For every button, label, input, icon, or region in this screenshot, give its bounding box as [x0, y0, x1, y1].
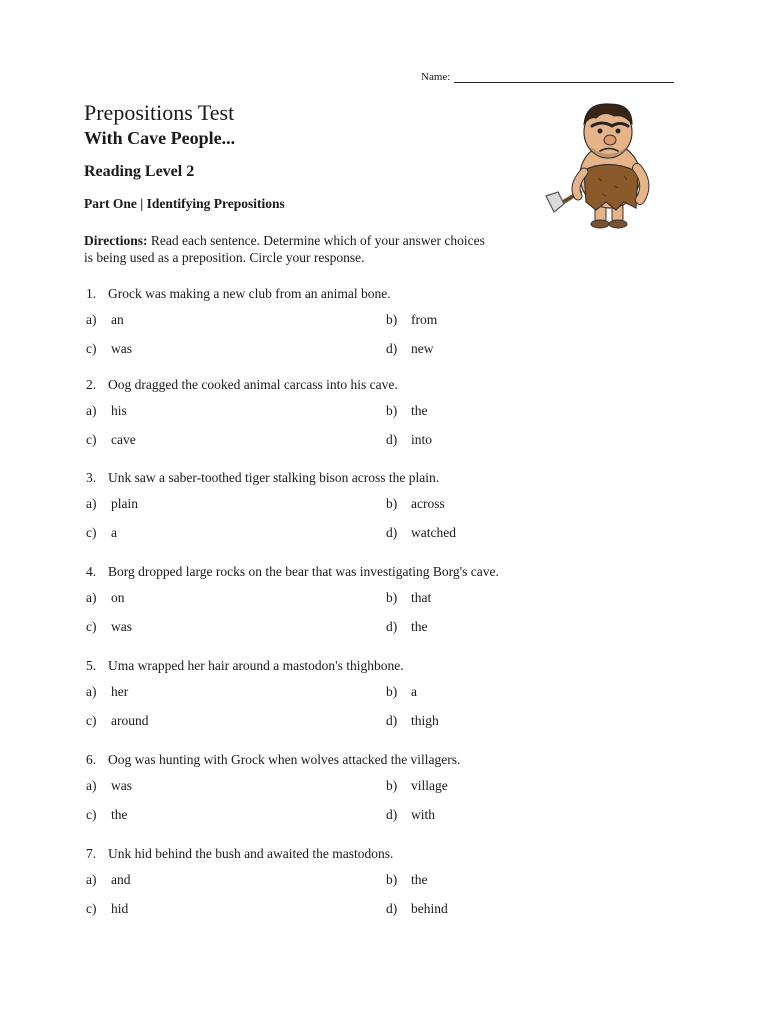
- option-text: the: [411, 619, 428, 634]
- question-text: Oog dragged the cooked animal carcass into his cave.: [108, 377, 398, 392]
- option-text: watched: [411, 525, 456, 540]
- option-text: across: [411, 496, 445, 511]
- option-text: and: [111, 872, 131, 887]
- name-field[interactable]: [421, 70, 674, 83]
- question-number: 4.: [86, 564, 97, 579]
- option-letter: b): [386, 590, 398, 605]
- option-letter: d): [386, 341, 398, 356]
- option-letter: a): [86, 684, 97, 699]
- part-heading: Part One | Identifying Prepositions: [84, 196, 285, 211]
- question-text: Unk hid behind the bush and awaited the mastodons.: [108, 846, 394, 861]
- page-title: Prepositions Test: [84, 100, 235, 125]
- answer-option[interactable]: [386, 713, 439, 729]
- answer-option[interactable]: [386, 496, 445, 512]
- question-6: [86, 752, 460, 768]
- option-text: a: [411, 684, 417, 699]
- option-text: cave: [111, 432, 136, 447]
- option-text: was: [111, 778, 132, 793]
- option-letter: b): [386, 778, 398, 793]
- answer-option[interactable]: [386, 807, 435, 823]
- answer-option[interactable]: [86, 619, 132, 635]
- question-1: [86, 286, 391, 302]
- option-letter: a): [86, 403, 97, 418]
- option-letter: d): [386, 619, 398, 634]
- option-text: her: [111, 684, 129, 699]
- answer-option[interactable]: [86, 713, 149, 729]
- option-text: behind: [411, 901, 448, 916]
- option-letter: c): [86, 341, 97, 356]
- option-text: on: [111, 590, 125, 605]
- option-text: from: [411, 312, 438, 327]
- answer-option[interactable]: [386, 403, 428, 419]
- directions: [84, 232, 494, 266]
- option-text: was: [111, 341, 132, 356]
- option-letter: c): [86, 525, 97, 540]
- question-5: [86, 658, 404, 674]
- option-text: village: [411, 778, 448, 793]
- answer-option[interactable]: [386, 619, 428, 635]
- question-number: 5.: [86, 658, 97, 673]
- option-text: around: [111, 713, 149, 728]
- option-text: an: [111, 312, 124, 327]
- option-letter: a): [86, 312, 97, 327]
- directions-label: Directions:: [84, 233, 148, 248]
- option-letter: c): [86, 619, 97, 634]
- option-letter: a): [86, 872, 97, 887]
- name-blank-line[interactable]: [454, 70, 674, 83]
- answer-option[interactable]: [86, 872, 131, 888]
- option-letter: a): [86, 778, 97, 793]
- question-2: [86, 377, 398, 393]
- question-number: 2.: [86, 377, 97, 392]
- option-letter: c): [86, 713, 97, 728]
- option-text: plain: [111, 496, 138, 511]
- option-text: hid: [111, 901, 129, 916]
- option-text: the: [411, 872, 428, 887]
- option-letter: a): [86, 496, 97, 511]
- answer-option[interactable]: [86, 341, 132, 357]
- option-letter: c): [86, 807, 97, 822]
- option-letter: c): [86, 432, 97, 447]
- option-letter: c): [86, 901, 97, 916]
- answer-option[interactable]: [86, 525, 117, 541]
- question-text: Unk saw a saber-toothed tiger stalking bison across the plain.: [108, 470, 440, 485]
- question-7: [86, 846, 393, 862]
- answer-option[interactable]: [86, 432, 136, 448]
- question-number: 1.: [86, 286, 97, 301]
- option-letter: b): [386, 312, 398, 327]
- option-text: new: [411, 341, 434, 356]
- option-text: with: [411, 807, 436, 822]
- question-4: [86, 564, 499, 580]
- question-text: Oog was hunting with Grock when wolves attacked the villagers.: [108, 752, 461, 767]
- option-text: was: [111, 619, 132, 634]
- question-3: [86, 470, 439, 486]
- option-text: that: [411, 590, 432, 605]
- option-letter: d): [386, 525, 398, 540]
- answer-option[interactable]: [86, 778, 132, 794]
- answer-option[interactable]: [386, 312, 437, 328]
- name-label: Name:: [421, 71, 451, 83]
- option-text: into: [411, 432, 433, 447]
- page-subtitle: With Cave People...: [84, 128, 236, 148]
- option-letter: d): [386, 432, 398, 447]
- caveman-illustration: [540, 96, 670, 231]
- directions-text: Read each sentence. Determine which of your answer choices is being used as a preposition. Circle your response.: [84, 233, 485, 265]
- option-letter: a): [86, 590, 97, 605]
- question-text: Grock was making a new club from an animal bone.: [108, 286, 391, 301]
- option-letter: d): [386, 713, 398, 728]
- option-text: his: [111, 403, 127, 418]
- answer-option[interactable]: [86, 403, 127, 419]
- question-text: Borg dropped large rocks on the bear that was investigating Borg's cave.: [108, 564, 499, 579]
- answer-option[interactable]: [86, 590, 125, 606]
- answer-option[interactable]: [386, 432, 432, 448]
- answer-option[interactable]: [386, 901, 448, 917]
- answer-option[interactable]: [86, 312, 124, 328]
- option-text: the: [111, 807, 128, 822]
- answer-option[interactable]: [86, 496, 138, 512]
- option-letter: d): [386, 807, 398, 822]
- answer-option[interactable]: [86, 684, 128, 700]
- answer-option[interactable]: [386, 872, 428, 888]
- answer-option[interactable]: [386, 684, 417, 700]
- option-letter: b): [386, 872, 398, 887]
- answer-option[interactable]: [386, 525, 456, 541]
- answer-option[interactable]: [86, 807, 128, 823]
- option-text: the: [411, 403, 428, 418]
- option-letter: b): [386, 684, 398, 699]
- option-letter: d): [386, 901, 398, 916]
- question-number: 6.: [86, 752, 97, 767]
- answer-option[interactable]: [386, 778, 448, 794]
- answer-option[interactable]: [386, 341, 434, 357]
- option-text: a: [111, 525, 117, 540]
- question-number: 3.: [86, 470, 97, 485]
- question-text: Uma wrapped her hair around a mastodon's thighbone.: [108, 658, 404, 673]
- option-letter: b): [386, 403, 398, 418]
- question-number: 7.: [86, 846, 97, 861]
- answer-option[interactable]: [86, 901, 128, 917]
- option-letter: b): [386, 496, 398, 511]
- answer-option[interactable]: [386, 590, 431, 606]
- option-text: thigh: [411, 713, 439, 728]
- reading-level: Reading Level 2: [84, 163, 195, 180]
